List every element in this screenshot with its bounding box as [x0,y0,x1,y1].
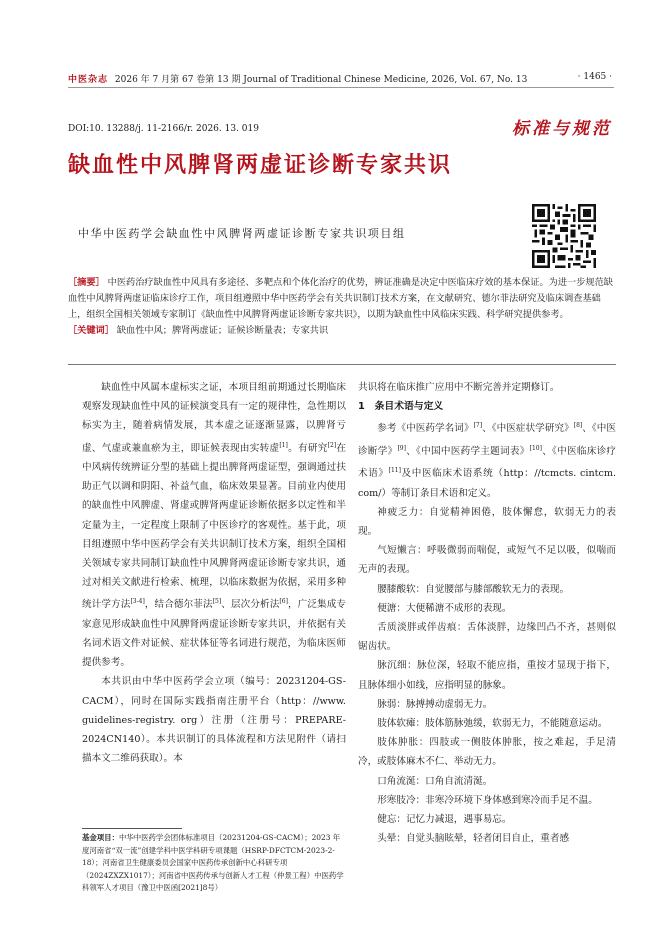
keywords-label: ［关键词］ [68,325,114,336]
keywords-line [68,323,616,339]
footnote-text: 中华中医药学会团体标准项目（20231204-GS-CACM）；2023 年度河南省“双一流”创建学科中医学科研专项课题（HSRP-DFCTCM-2023-2-18）；河南省卫生健康委员会国家中医药传承创新中心科研专项（2024ZXZX1017）；河南省中医药传承与创新人才工程（仲景工程）中医药学科领军人才项目（豫卫中医函[2021]8号） [82,833,344,893]
continuation-paragraph: 共识将在临床推广应用中不断完善并定期修订。 [358,382,560,393]
term-definition: 便溏：大便稀溏不成形的表现。 [377,602,512,614]
funding-footnote [82,832,346,895]
term-definition: 健忘：记忆力减退，遇事易忘。 [377,814,512,826]
citation[interactable]: [10] [529,444,542,452]
term-definition: 腰膝酸软：自觉腰部与膝部酸软无力的表现。 [377,583,570,595]
section-heading: 1 条目术语与定义 [358,401,444,413]
keywords-text: 缺血性中风；脾肾两虚证；证候诊断量表；专家共识 [116,325,329,336]
footnote-rule [82,828,182,829]
citation[interactable]: [2] [327,441,337,449]
term-definition: 口角流涎：口角自流清涎。 [377,775,493,787]
term-definition: 神疲乏力：自觉精神困倦，肢体懈怠，软弱无力的表现。 [358,506,616,537]
citation[interactable]: [9] [397,444,406,452]
citation[interactable]: [1] [279,441,288,449]
term-definition: 肢体软瘫：肢体筋脉弛缓，软弱无力，不能随意运动。 [377,718,608,730]
citation[interactable]: [5] [212,598,222,606]
abstract-paragraph [68,275,616,323]
abstract-text: 中医药治疗缺血性中风具有多途径、多靶点和个体化治疗的优势，辨证准确是决定中医临床疗效的基本保证。为进一步规范缺血性中风脾肾两虚证临床诊疗工作，项目组遵照中华中医药学会有关共识制订技术方案，在文献研究、德尔菲法研究及临床调查基础上，组织全国相关领域专家制订《缺血性中风脾肾两虚证诊断专家共识》，以期为缺血性中风临床实践、科学研究提供参考。 [68,277,613,320]
term-definition: 舌质淡胖或伴齿痕：舌体淡胖，边缘凹凸不齐，甚则似锯齿状。 [358,622,616,653]
author-group: 中华中医药学会缺血性中风脾肾两虚证诊断专家共识项目组 [78,227,406,240]
term-definition: 气短懒言：呼吸微弱而喘促，或短气不足以吸，似喘而无声的表现。 [358,545,616,576]
citation[interactable]: [6] [279,598,288,606]
journal-name: 中医杂志 [68,75,109,85]
doi: DOI:10. 13288/j. 11-2166/r. 2026. 13. 019 [68,124,259,134]
term-definition: 形寒肢冷：非寒冷环境下身体感到寒冷而手足不温。 [377,794,598,806]
left-column [82,378,346,768]
terminology-source-paragraph: 参考《中医药学名词》[7]、《中医症状学研究》[8]、《中医诊断学》[9]、《中国中医药学主题词表》[10]、《中医临床诊疗术语》[11]及中医临床术语系统（http：//tcmcts. cintcm. com/）等制订条目术语和定义。 [358,422,617,499]
footnote-label: 基金项目： [82,833,119,842]
term-definition: 头晕：自觉头脑眩晕，轻者闭目自止，重者感 [377,833,570,845]
term-definition: 脉沉细：脉位深，轻取不能应指，重按才显现于指下，且脉体细小如线，应指明显的脉象。 [358,660,616,691]
citation[interactable]: [11] [388,467,401,475]
citation[interactable]: [8] [573,422,583,430]
page-number: · 1465 · [577,72,612,82]
intro-paragraph: 缺血性中风属本虚标实之证，本项目组前期通过长期临床观察发现缺血性中风的证候演变具有一定的规律性，急性期以标实为主，随着病情发展，其本虚之证逐渐显露，以脾肾亏虚、气虚或兼血瘀为主，即证候表现由实转虚[1]。有研究[2]在中风病传统辨证分型的基础上提出脾肾两虚证型，强调通过扶助正气以调和阴阳、补益气血，临床效果显著。目前业内使用的缺血性中风脾虚、肾虚或脾肾两虚证诊断依据多以定性和半定量为主，一定程度上限制了中医诊疗的客观性。基于此，项目组遵照中华中医药学会有关共识制订技术方案，组织全国相关领域专家共同制订缺血性中风脾肾两虚证诊断专家共识，通过对相关文献进行检索、梳理，以临床数据为依据，采用多种统计学方法[3-4]，结合德尔菲法[5]、层次分析法[6]，广泛集成专家意见形成缺血性中风脾肾两虚证诊断专家共识，并依据有关名词术语文件对证候、症状体征等名词进行规范，为临床医师提供参考。 [82,382,347,669]
header-rule [68,87,614,88]
running-header [68,72,527,85]
citation[interactable]: [3-4] [130,598,145,606]
issue-info: 2026 年 7 月第 67 卷第 13 期 Journal of Traditional Chinese Medicine, 2026, Vol. 67, No. 13 [114,75,528,85]
abstract-label: ［摘要］ [68,277,105,288]
citation[interactable]: [7] [473,422,483,430]
term-definition: 脉弱：脉搏搏动虚弱无力。 [377,698,493,710]
term-definition: 肢体肿胀：四肢或一侧肢体肿胀，按之难起，手足清冷，或肢体麻木不仁、举动无力。 [358,737,616,768]
article-title: 缺血性中风脾肾两虚证诊断专家共识 [68,153,453,178]
qr-code-icon[interactable] [532,204,596,268]
section-tag: 标准与规范 [512,119,612,139]
abstract [68,275,616,339]
abstract-rule [68,364,616,365]
right-column [358,378,616,848]
registration-paragraph: 本共识由中华中医药学会立项（编号：20231204-GS-CACM），同时在国际实践指南注册平台（http：//www. guidelines-registry. org）注册（注册号：PREPARE-2024CN140）。本共识制订的具体流程和方法见附件（请扫描本文二维码获取）。本 [82,676,346,765]
